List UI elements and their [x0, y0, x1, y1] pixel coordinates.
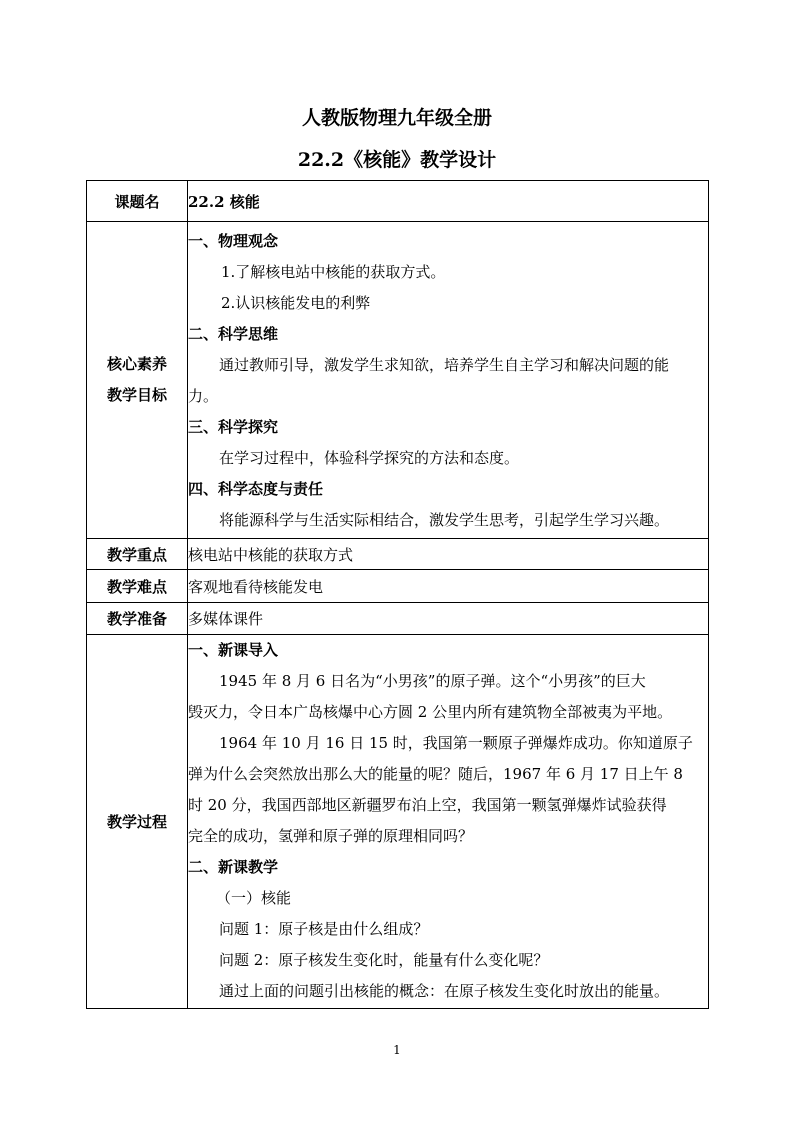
goals-heading: 二、科学思维 — [188, 325, 279, 343]
goals-item: 2.认识核能发电的利弊 — [221, 294, 371, 312]
key-point-value: 核电站中核能的获取方式 — [188, 539, 709, 570]
process-content — [188, 635, 709, 1009]
process-line: （一）核能 — [216, 889, 292, 907]
process-line: 1964 年 10 月 16 日 15 时，我国第一颗原子弹爆炸成功。你知道原子 — [219, 734, 693, 752]
goals-item: 力。 — [188, 387, 219, 405]
goals-content — [188, 222, 709, 539]
table-row-key-point — [87, 539, 709, 570]
goals-item: 通过教师引导，激发学生求知欲，培养学生自主学习和解决问题的能 — [219, 356, 670, 374]
goals-heading: 一、物理观念 — [188, 232, 279, 250]
process-heading: 一、新课导入 — [188, 641, 279, 659]
goals-item: 1.了解核电站中核能的获取方式。 — [221, 263, 446, 281]
process-label: 教学过程 — [87, 635, 188, 1009]
table-row-difficulty — [87, 570, 709, 603]
goals-heading: 四、科学态度与责任 — [188, 480, 324, 498]
difficulty-value: 客观地看待核能发电 — [188, 570, 709, 603]
process-line: 问题 1：原子核是由什么组成？ — [219, 920, 429, 938]
goals-label-line1: 核心素养 — [106, 355, 167, 373]
page-number: 1 — [393, 1043, 401, 1057]
goals-label — [87, 222, 188, 539]
goals-item: 在学习过程中，体验科学探究的方法和态度。 — [219, 449, 520, 467]
preparation-label: 教学准备 — [87, 603, 188, 635]
lesson-plan-table — [86, 180, 709, 1009]
document-subtitle: 22.2《核能》教学设计 — [297, 149, 497, 171]
table-row-topic — [87, 181, 709, 222]
key-point-label: 教学重点 — [87, 539, 188, 570]
process-line: 完全的成功，氢弹和原子弹的原理相同吗？ — [188, 827, 474, 845]
process-line: 通过上面的问题引出核能的概念：在原子核发生变化时放出的能量。 — [219, 982, 670, 1000]
document-title: 人教版物理九年级全册 — [301, 107, 492, 129]
goals-item: 将能源科学与生活实际相结合，激发学生思考，引起学生学习兴趣。 — [219, 511, 670, 529]
table-row-goals — [87, 222, 709, 539]
preparation-value: 多媒体课件 — [188, 603, 709, 635]
goals-heading: 三、科学探究 — [188, 418, 279, 436]
table-row-preparation — [87, 603, 709, 635]
process-line: 弹为什么会突然放出那么大的能量的呢？随后，1967 年 6 月 17 日上午 8 — [188, 765, 683, 783]
process-line: 问题 2：原子核发生变化时，能量有什么变化呢？ — [219, 951, 549, 969]
process-line: 时 20 分，我国西部地区新疆罗布泊上空，我国第一颗氢弹爆炸试验获得 — [188, 796, 667, 814]
topic-value: 22.2 核能 — [188, 181, 709, 222]
difficulty-label: 教学难点 — [87, 570, 188, 603]
process-line: 毁灭力，令日本广岛核爆中心方圆 2 公里内所有建筑物全部被夷为平地。 — [188, 703, 673, 721]
table-row-process — [87, 635, 709, 1009]
goals-label-line2: 教学目标 — [106, 386, 167, 404]
topic-label: 课题名 — [87, 181, 188, 222]
process-heading: 二、新课教学 — [188, 858, 279, 876]
process-line: 1945 年 8 月 6 日名为“小男孩”的原子弹。这个“小男孩”的巨大 — [219, 672, 646, 690]
